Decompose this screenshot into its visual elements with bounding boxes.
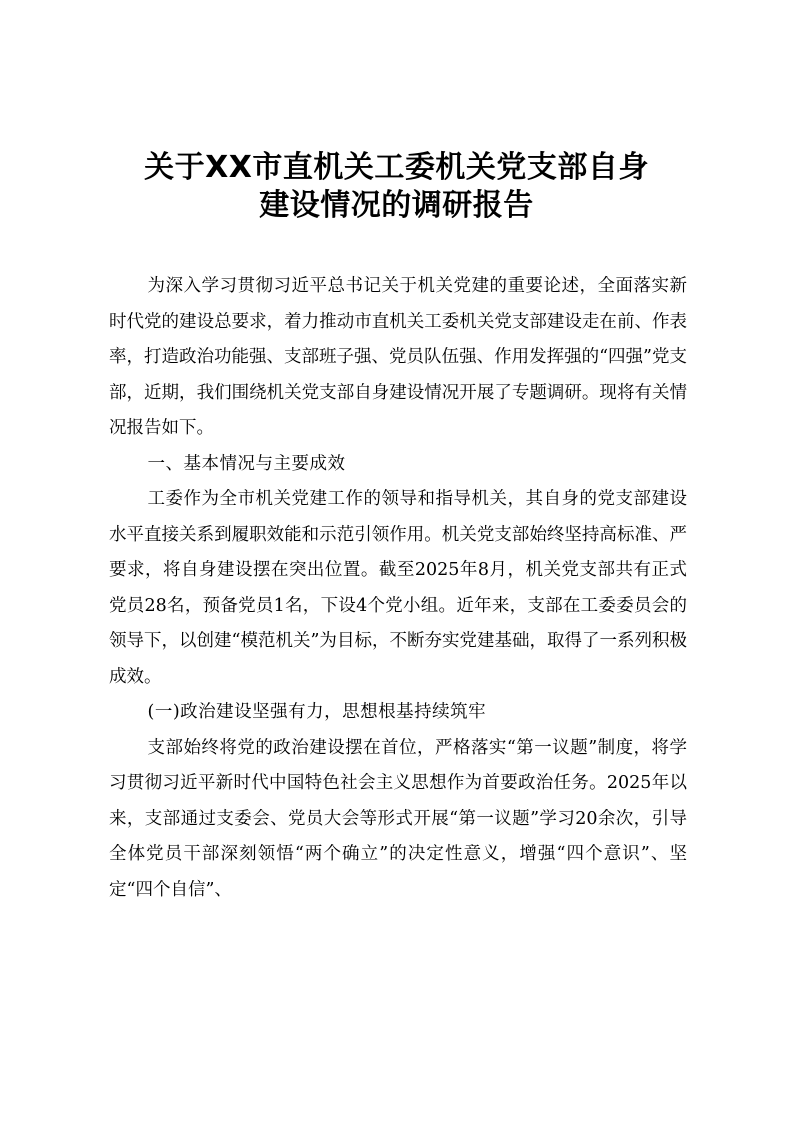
document-title-line-1: 关于XX市直机关工委机关党支部自身 [144, 150, 649, 185]
document-body [109, 269, 687, 908]
document-title-line-2: 建设情况的调研报告 [259, 188, 534, 223]
section-heading-1: 一、基本情况与主要成效 [147, 453, 346, 474]
subsection-1-paragraph: 支部始终将党的政治建设摆在首位，严格落实“第一议题”制度，将学习贯彻习近平新时代中国特色社会主义思想作为首要政治任务。2025年以来，支部通过支委会、党员大会等形式开展“第一议题”学习20余次，引导全体党员干部深刻领悟“两个确立”的决定性意义，增强“四个意识”、坚定“四个自信”、 [109, 737, 687, 900]
section-1-paragraph: 工委作为全市机关党建工作的领导和指导机关，其自身的党支部建设水平直接关系到履职效能和示范引领作用。机关党支部始终坚持高标准、严要求，将自身建设摆在突出位置。截至2025年8月，机关党支部共有正式党员28名，预备党员1名，下设4个党小组。近年来，支部在工委委员会的领导下，以创建“模范机关”为目标，不断夯实党建基础，取得了一系列积极成效。 [109, 489, 687, 687]
intro-paragraph: 为深入学习贯彻习近平总书记关于机关党建的重要论述，全面落实新时代党的建设总要求，着力推动市直机关工委机关党支部建设走在前、作表率，打造政治功能强、支部班子强、党员队伍强、作用发挥强的“四强”党支部，近期，我们围绕机关党支部自身建设情况开展了专题调研。现将有关情况报告如下。 [109, 276, 687, 438]
subsection-heading-1: (一)政治建设坚强有力，思想根基持续筑牢 [147, 702, 487, 722]
